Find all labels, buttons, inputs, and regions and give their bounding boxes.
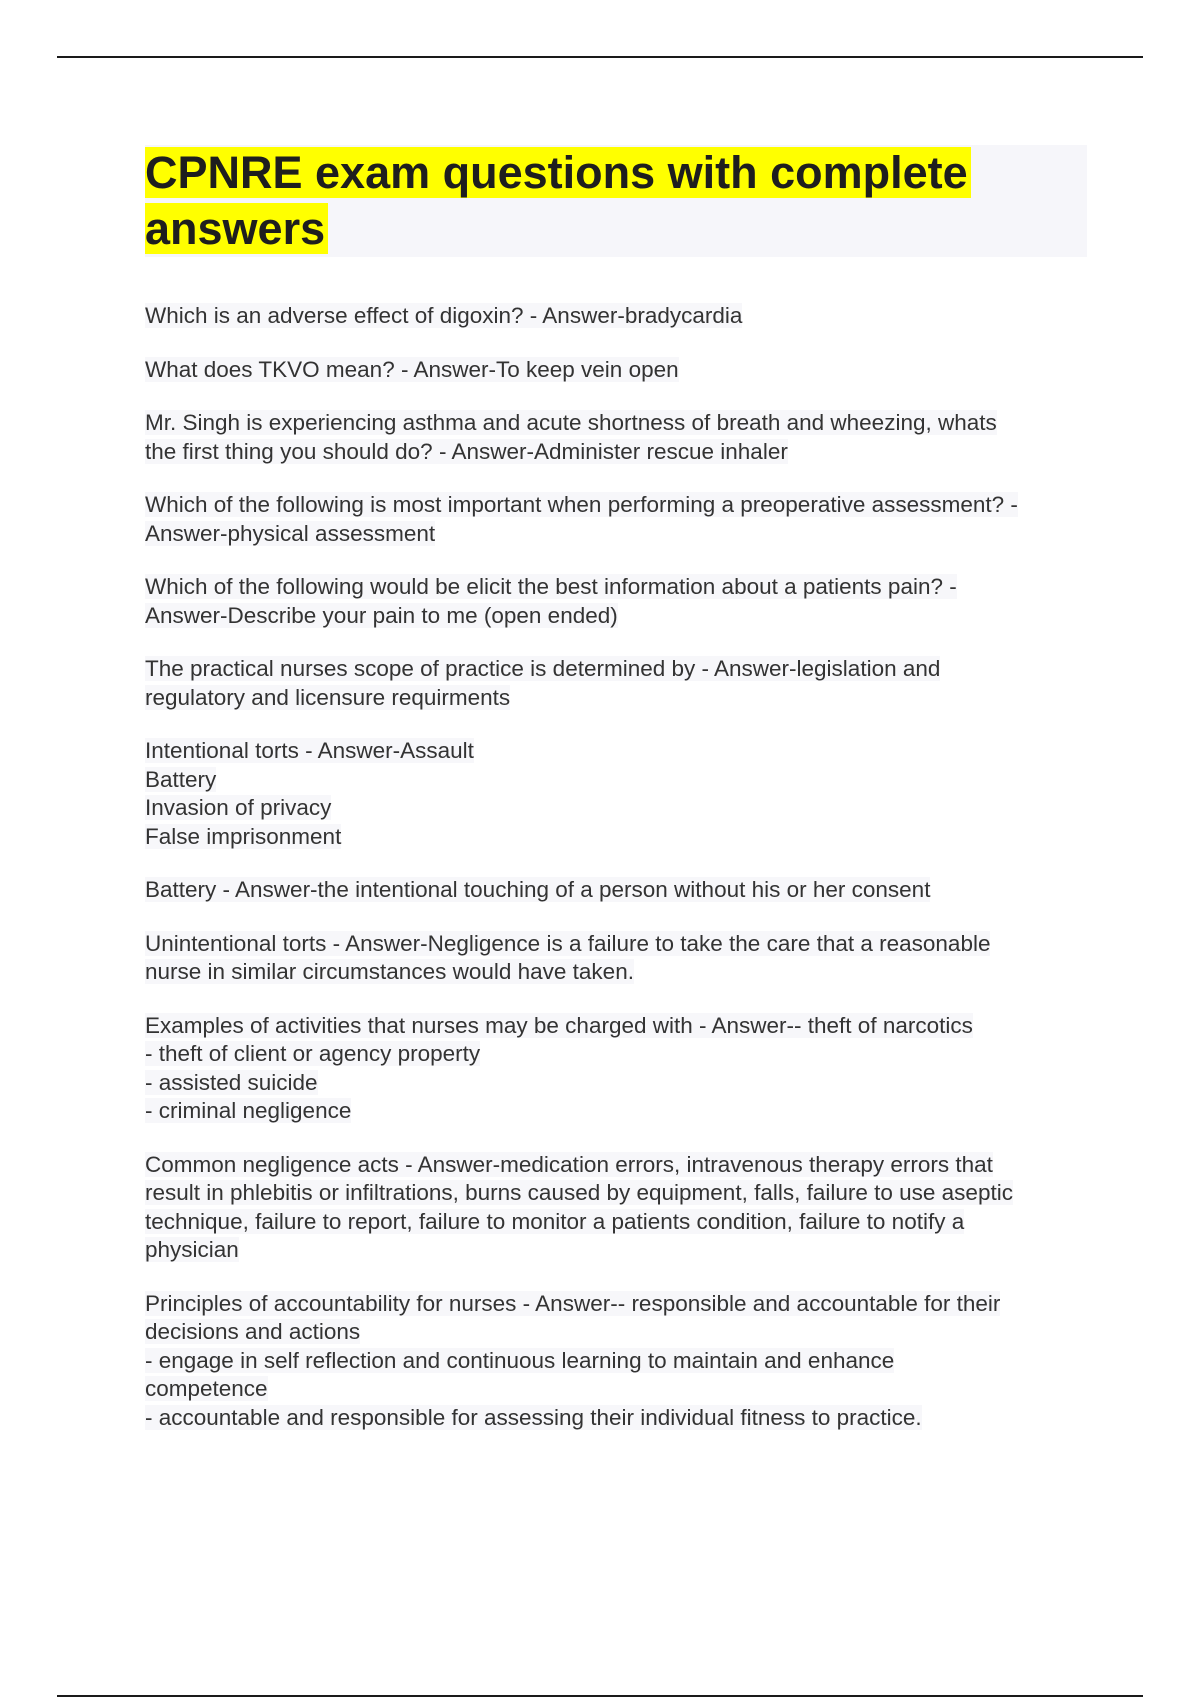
qa-line	[145, 1097, 1095, 1126]
qa-line-text: Mr. Singh is experiencing asthma and acute shortness of breath and wheezing, whats	[145, 410, 997, 435]
qa-line-text: Common negligence acts - Answer-medication errors, intravenous therapy errors that	[145, 1151, 993, 1177]
qa-line	[145, 1040, 1095, 1069]
qa-line	[145, 1069, 1095, 1098]
qa-line-text: - engage in self reflection and continuous learning to maintain and enhance	[145, 1347, 895, 1373]
qa-line-text: Which is an adverse effect of digoxin? - Answer-bradycardia	[145, 303, 743, 328]
qa-line-text: Examples of activities that nurses may be charged with - Answer-- theft of narcotics	[145, 1012, 973, 1038]
qa-item	[145, 930, 1095, 987]
qa-line	[145, 1375, 1095, 1404]
qa-line	[145, 1012, 1095, 1041]
qa-line-text: Which of the following is most important when performing a preoperative assessment? -	[145, 492, 1018, 517]
qa-line	[145, 1236, 1095, 1265]
page-title-line-2: answers	[145, 203, 328, 254]
qa-item	[145, 491, 1095, 548]
qa-line-text: Answer-Describe your pain to me (open ended)	[145, 602, 618, 628]
qa-line-text: Which of the following would be elicit the best information about a patients pain? -	[145, 574, 957, 599]
qa-line	[145, 1290, 1095, 1319]
qa-line-text: Battery	[145, 766, 217, 792]
qa-line	[145, 1404, 1095, 1433]
qa-line	[145, 491, 1095, 520]
qa-line-text: decisions and actions	[145, 1319, 361, 1344]
qa-item	[145, 737, 1095, 851]
page-title	[145, 145, 1087, 257]
qa-line-text: Answer-physical assessment	[145, 520, 436, 546]
qa-line-text: Battery - Answer-the intentional touching of a person without his or her consent	[145, 877, 931, 902]
qa-line	[145, 356, 1095, 385]
qa-line-text: Unintentional torts - Answer-Negligence is a failure to take the care that a reasonable	[145, 930, 991, 956]
qa-line	[145, 1347, 1095, 1376]
qa-line-text: result in phlebitis or infiltrations, burns caused by equipment, falls, failure to use aseptic	[145, 1180, 1013, 1205]
qa-line-text: What does TKVO mean? - Answer-To keep vein open	[145, 356, 679, 382]
qa-line-text: technique, failure to report, failure to monitor a patients condition, failure to notify a	[145, 1208, 965, 1234]
page-title-line-1: CPNRE exam questions with complete	[145, 147, 971, 198]
qa-line	[145, 794, 1095, 823]
qa-line-text: competence	[145, 1376, 268, 1401]
qa-line	[145, 520, 1095, 549]
qa-line	[145, 684, 1095, 713]
qa-line-text: nurse in similar circumstances would have taken.	[145, 959, 634, 984]
qa-line	[145, 438, 1095, 467]
qa-line-text: - accountable and responsible for assessing their individual fitness to practice.	[145, 1404, 922, 1430]
qa-line	[145, 737, 1095, 766]
qa-item	[145, 1012, 1095, 1126]
qa-item	[145, 302, 1095, 331]
qa-line-text: False imprisonment	[145, 823, 342, 849]
qa-item	[145, 409, 1095, 466]
qa-line	[145, 302, 1095, 331]
qa-line-text: Invasion of privacy	[145, 795, 332, 820]
qa-line	[145, 1151, 1095, 1180]
qa-line-text: The practical nurses scope of practice is determined by - Answer-legislation and	[145, 656, 941, 681]
qa-line	[145, 409, 1095, 438]
qa-line	[145, 958, 1095, 987]
qa-line-text: physician	[145, 1237, 239, 1262]
qa-item	[145, 876, 1095, 905]
qa-line	[145, 876, 1095, 905]
qa-line	[145, 573, 1095, 602]
qa-line	[145, 1318, 1095, 1347]
qa-line	[145, 1179, 1095, 1208]
qa-list	[145, 302, 1095, 1432]
qa-line-text: - theft of client or agency property	[145, 1041, 481, 1066]
qa-line	[145, 823, 1095, 852]
qa-line-text: Principles of accountability for nurses - Answer-- responsible and accountable for their	[145, 1290, 1001, 1316]
title-block	[145, 145, 1087, 257]
qa-item	[145, 1290, 1095, 1433]
qa-item	[145, 655, 1095, 712]
qa-line	[145, 930, 1095, 959]
qa-line	[145, 655, 1095, 684]
qa-line-text: regulatory and licensure requirments	[145, 684, 511, 710]
qa-line-text: Intentional torts - Answer-Assault	[145, 738, 474, 763]
qa-line	[145, 1208, 1095, 1237]
qa-line-text: the first thing you should do? - Answer-Administer rescue inhaler	[145, 438, 788, 464]
qa-line	[145, 766, 1095, 795]
qa-line	[145, 602, 1095, 631]
qa-line-text: - assisted suicide	[145, 1069, 318, 1095]
qa-item	[145, 1151, 1095, 1265]
qa-item	[145, 356, 1095, 385]
qa-item	[145, 573, 1095, 630]
bottom-divider	[57, 1695, 1143, 1697]
top-divider	[57, 56, 1143, 58]
qa-line-text: - criminal negligence	[145, 1098, 352, 1123]
